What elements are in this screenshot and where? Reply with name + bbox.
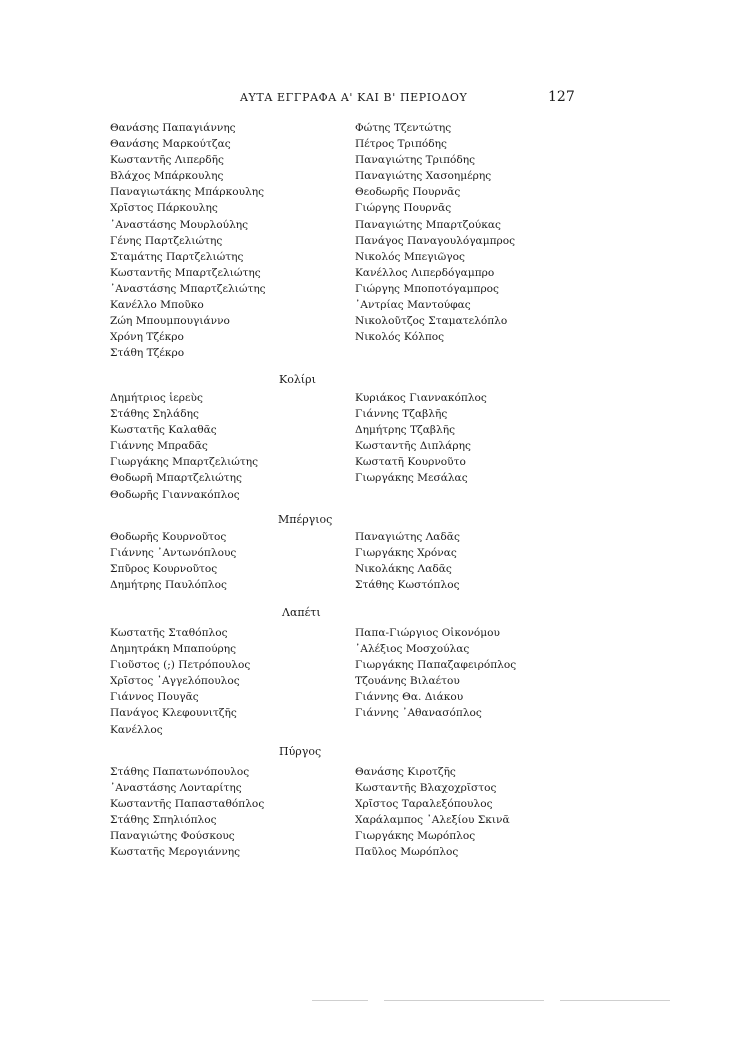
name-entry: Κωσταντῆς Διπλάρης xyxy=(355,440,471,453)
footer-rule xyxy=(560,1000,670,1001)
name-entry: Κωσταντῆς Βλαχοχρῖστος xyxy=(355,782,497,795)
right-name-column xyxy=(355,529,460,593)
name-entry: Κωσταντῆς Μπαρτζελιώτης xyxy=(110,266,261,279)
name-entry: Σπῦρος Κουρνοῦτος xyxy=(110,563,218,576)
name-entry: Χαράλαμπος ᾿Αλεξίου Σκινᾶ xyxy=(355,814,510,827)
name-entry: Στάθης Κωστόπλος xyxy=(355,579,460,592)
footer-rule xyxy=(312,1000,368,1001)
name-entry: Παναγιωτάκης Μπάρκουλης xyxy=(110,186,265,199)
name-entry: Πέτρος Τριπόδης xyxy=(355,138,447,151)
name-entry: Θανάσης Κιροτζῆς xyxy=(355,766,456,778)
name-entry: Νικολάκης Λαδᾶς xyxy=(355,563,452,576)
name-entry: Γένης Παρτζελιώτης xyxy=(110,234,223,247)
name-entry: Τζουάνης Βιλαέτου xyxy=(355,675,460,688)
name-entry: Σταμάτης Παρτζελιώτης xyxy=(110,250,244,263)
name-entry: Δημήτριος ἱερεὺς xyxy=(110,392,203,404)
name-entry: Γιάννης Μπραδᾶς xyxy=(110,440,208,453)
name-entry: Κωστατῆς Μερογιάννης xyxy=(110,846,241,859)
left-name-column xyxy=(110,120,266,361)
name-entry: Κυριάκος Γιαννακόπλος xyxy=(355,392,487,404)
right-name-column xyxy=(355,120,515,345)
name-entry: Παναγιώτης Λαδᾶς xyxy=(355,531,460,543)
name-entry: ᾿Αναστάσης Μπαρτζελιώτης xyxy=(110,282,266,295)
right-name-column xyxy=(355,764,510,861)
left-name-column xyxy=(110,390,258,503)
name-entry: ᾿Αναστάσης Μουρλούλης xyxy=(110,218,249,231)
section-title-koliri: Κολίρι xyxy=(279,373,316,386)
name-entry: Χρῖστος Πάρκουλης xyxy=(110,202,218,215)
name-entry: Βλάχος Μπάρκουλης xyxy=(110,170,224,183)
name-entry: Στάθης Σπηλιόπλος xyxy=(110,814,217,827)
section-title-pyrgos: Πύργος xyxy=(279,745,322,758)
page-number: 127 xyxy=(548,89,575,105)
name-entry: Θοδωρῆ Μπαρτζελιώτης xyxy=(110,472,242,485)
name-entry: Κωστατῆς Καλαθᾶς xyxy=(110,424,217,437)
name-entry: Δημήτρης Παυλόπλος xyxy=(110,579,227,592)
name-entry: Γιοῦστος (;) Πετρόπουλος xyxy=(110,659,251,672)
name-entry: Γιωργάκης Χρόνας xyxy=(355,547,457,560)
name-entry: Κωστατῆς Σταθόπλος xyxy=(110,627,228,639)
left-name-column xyxy=(110,529,236,593)
name-entry: Γιώργης Πουρνᾶς xyxy=(355,202,452,215)
name-entry: Κωστατῆ Κουρνοῦτο xyxy=(355,456,466,469)
name-entry: Γιάννος Πουγᾶς xyxy=(110,691,199,704)
name-entry: Γιάννης ᾿Αθανασόπλος xyxy=(355,707,482,720)
section-title-lapeti: Λαπέτι xyxy=(282,606,321,619)
name-entry: Παναγιώτης Τριπόδης xyxy=(355,154,476,167)
right-name-column xyxy=(355,625,516,722)
name-entry: Πανάγος Παναγουλόγαμπρος xyxy=(355,234,516,247)
name-entry: Γιάννης Θα. Διάκου xyxy=(355,691,464,704)
name-entry: Στάθης Σηλάδης xyxy=(110,408,199,421)
name-entry: Παπα-Γιώργιος Οἰκονόμου xyxy=(355,627,500,639)
name-entry: Φώτης Τζεντώτης xyxy=(355,122,452,134)
name-entry: Γιάννης ᾿Αντωνόπλους xyxy=(110,547,237,560)
left-name-column xyxy=(110,764,264,861)
name-entry: Νικολοῦτζος Σταματελόπλο xyxy=(355,315,508,328)
name-entry: Δημήτρης Τζαβλῆς xyxy=(355,424,456,437)
running-header: ΑΥΤΑ ΕΓΓΡΑΦΑ Α' ΚΑΙ Β' ΠΕΡΙΟΔΟΥ xyxy=(240,91,468,104)
name-entry: Χρόνη Τζέκρο xyxy=(110,331,184,344)
name-entry: Κανέλλο Μποῦκο xyxy=(110,299,204,312)
name-entry: Γιωργάκης Μωρόπλος xyxy=(355,830,476,843)
name-entry: Νικολός Κόλπος xyxy=(355,331,445,344)
name-entry: Ζώη Μπουμπουγιάννο xyxy=(110,315,230,328)
name-entry: Παναγιώτης Χασοημέρης xyxy=(355,170,492,183)
name-entry: Χρῖστος Ταραλεξόπουλος xyxy=(355,798,493,811)
name-entry: Παναγιώτης Μπαρτζούκας xyxy=(355,218,501,231)
name-entry: Θανάσης Παπαγιάννης xyxy=(110,122,236,134)
name-entry: Γιώργης Μποποτόγαμπρος xyxy=(355,282,499,295)
name-entry: Γιωργάκης Μπαρτζελιώτης xyxy=(110,456,259,469)
name-entry: Θανάσης Μαρκούτζας xyxy=(110,138,231,151)
name-entry: Στάθη Τζέκρο xyxy=(110,347,185,360)
name-entry: Θοδωρῆς Γιαννακόπλος xyxy=(110,488,240,501)
name-entry: Θεοδωρῆς Πουρνᾶς xyxy=(355,186,461,199)
name-entry: Γιωργάκης Παπαζαφειρόπλος xyxy=(355,659,517,672)
footer-rule xyxy=(384,1000,544,1001)
name-entry: Παναγιώτης Φούσκους xyxy=(110,830,235,843)
name-entry: Κανέλλος Λιπερδόγαμπρο xyxy=(355,266,495,279)
name-entry: Κωσταντῆς Λιπερδῆς xyxy=(110,154,224,167)
name-entry: Γιωργάκης Μεσάλας xyxy=(355,472,468,485)
name-entry: Παῦλος Μωρόπλος xyxy=(355,846,459,859)
name-entry: ᾿Αναστάσης Λονταρίτης xyxy=(110,782,242,795)
name-entry: Θοδωρῆς Κουρνοῦτος xyxy=(110,531,227,543)
name-entry: ᾿Αλέξιος Μοσχούλας xyxy=(355,643,470,656)
name-entry: Κανέλλος xyxy=(110,723,163,736)
name-entry: Νικολός Μπεγιῶγος xyxy=(355,250,465,263)
name-entry: Δημητράκη Μπαπούρης xyxy=(110,643,237,656)
name-entry: Στάθης Παπατωνόπουλος xyxy=(110,766,250,778)
left-name-column xyxy=(110,625,250,738)
name-entry: Γιάννης Τζαβλῆς xyxy=(355,408,448,421)
name-entry: Πανάγος Κλεφουνιτζῆς xyxy=(110,707,237,720)
name-entry: Κωσταντῆς Παπασταθόπλος xyxy=(110,798,265,811)
section-title-bergios: Μπέργιος xyxy=(278,513,333,526)
name-entry: ᾿Αντρίας Μαντούφας xyxy=(355,299,471,312)
name-entry: Χρῖστος ᾿Αγγελόπουλος xyxy=(110,675,240,688)
right-name-column xyxy=(355,390,487,487)
